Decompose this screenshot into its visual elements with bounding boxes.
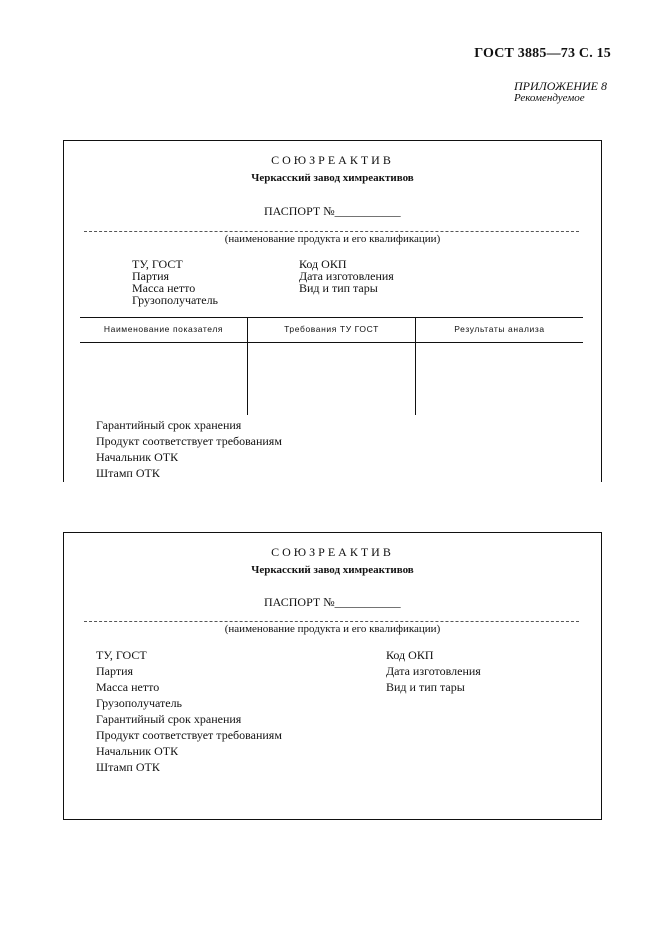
doc-reference: ГОСТ 3885—73 С. 15 xyxy=(474,46,611,61)
field-list-left xyxy=(132,258,218,306)
org-name: СОЮЗРЕАКТИВ xyxy=(271,545,394,559)
field-qc-head: Начальник ОТК xyxy=(96,744,179,758)
field-consignee: Грузополучатель xyxy=(132,293,219,307)
field-qc-stamp: Штамп ОТК xyxy=(96,466,160,480)
org-name: СОЮЗРЕАКТИВ xyxy=(271,153,394,167)
field-tu-gost: ТУ, ГОСТ xyxy=(96,648,147,662)
field-tu-gost: ТУ, ГОСТ xyxy=(132,257,183,271)
table-header-results: Результаты анализа xyxy=(454,324,545,334)
field-okp-code: Код ОКП xyxy=(299,257,347,271)
field-list-right xyxy=(299,258,394,294)
passport-number: ПАСПОРТ №___________ xyxy=(264,204,401,218)
product-name-caption: (наименование продукта и его квалификации) xyxy=(224,623,441,635)
product-name-line xyxy=(84,231,579,232)
table-header-rule xyxy=(80,342,583,343)
field-warranty-period: Гарантийный срок хранения xyxy=(96,418,242,432)
field-qc-stamp: Штамп ОТК xyxy=(96,760,160,774)
field-manufacture-date: Дата изготовления xyxy=(299,269,394,283)
plant-name: Черкасский завод химреактивов xyxy=(251,172,414,184)
passport-form-simple xyxy=(63,532,602,820)
passport-number: ПАСПОРТ №___________ xyxy=(264,595,401,609)
appendix-label: ПРИЛОЖЕНИЕ 8 xyxy=(514,79,607,93)
field-batch: Партия xyxy=(96,664,134,678)
field-list-right xyxy=(386,647,481,695)
footer-field-list xyxy=(96,417,282,481)
field-okp-code: Код ОКП xyxy=(386,648,434,662)
field-list-left xyxy=(96,647,282,775)
passport-form-with-table xyxy=(63,140,602,482)
field-manufacture-date: Дата изготовления xyxy=(386,664,481,678)
product-name-line xyxy=(84,621,579,622)
field-container-type: Вид и тип тары xyxy=(299,281,378,295)
field-net-weight: Масса нетто xyxy=(96,680,160,694)
field-container-type: Вид и тип тары xyxy=(386,680,465,694)
field-consignee: Грузополучатель xyxy=(96,696,183,710)
plant-name: Черкасский завод химреактивов xyxy=(251,564,414,576)
field-conformity: Продукт соответствует требованиям xyxy=(96,728,282,742)
table-header-indicator: Наименование показателя xyxy=(103,324,224,334)
product-name-caption: (наименование продукта и его квалификации) xyxy=(224,233,441,245)
field-qc-head: Начальник ОТК xyxy=(96,450,179,464)
field-net-weight: Масса нетто xyxy=(132,281,196,295)
field-batch: Партия xyxy=(132,269,170,283)
field-conformity: Продукт соответствует требованиям xyxy=(96,434,282,448)
recommended-label: Рекомендуемое xyxy=(514,92,585,104)
table-top-rule xyxy=(80,317,583,318)
table-header-requirements: Требования ТУ ГОСТ xyxy=(284,324,379,334)
field-warranty-period: Гарантийный срок хранения xyxy=(96,712,242,726)
